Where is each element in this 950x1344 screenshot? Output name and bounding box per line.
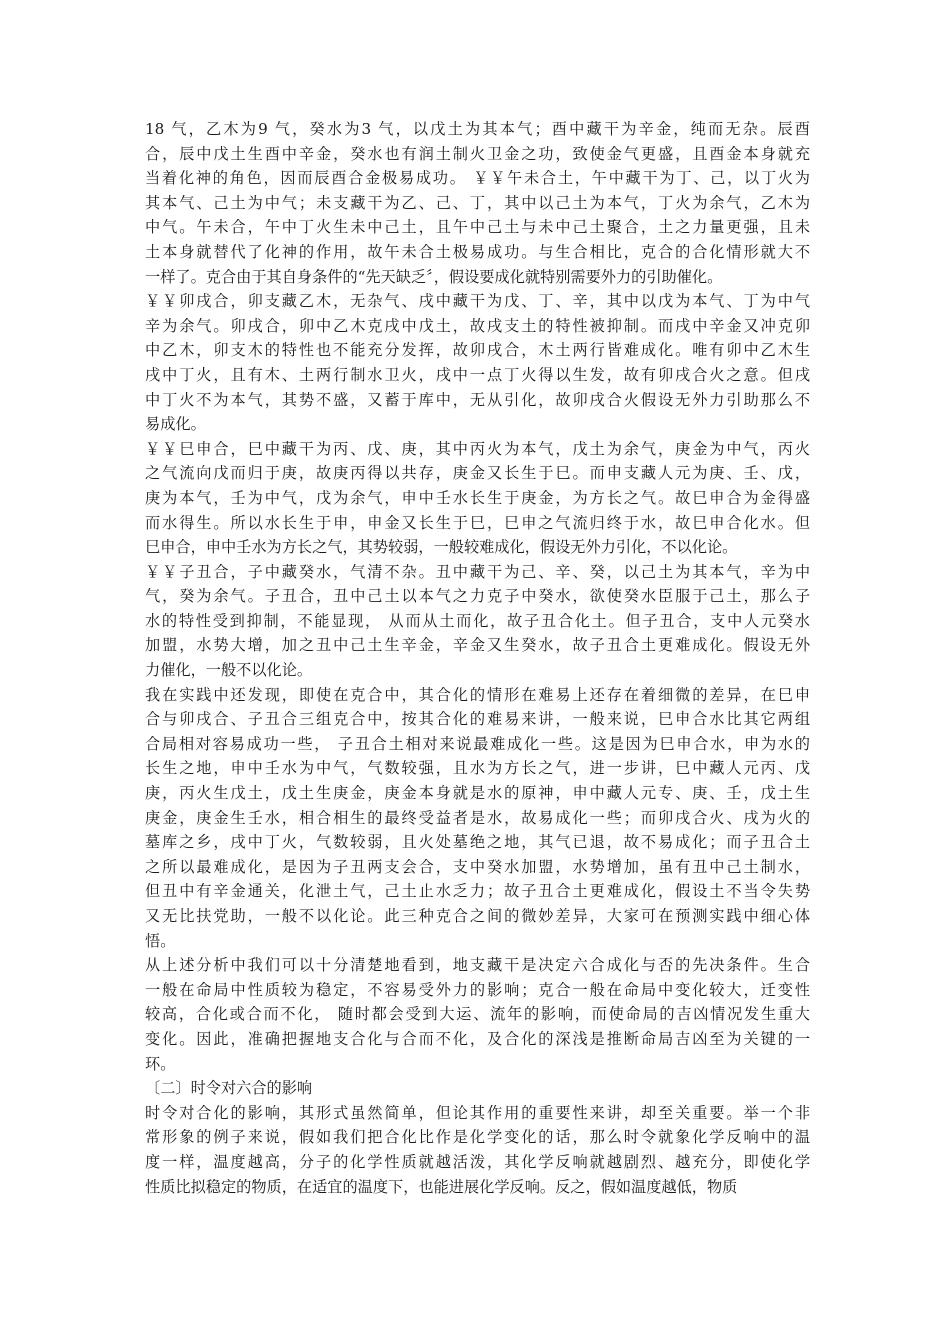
text-line: 庚，丙火生戊土，戊土生庚金，庚金本身就是水的原神，申中藏人元专、庚、壬，戊土生 <box>145 784 810 803</box>
text-line: 中气。午未合，午中丁火生未中己土，且午中己土与未中己土聚合，土之力量更强，且未 <box>145 218 810 237</box>
text-line: 从上述分析中我们可以十分清楚地看到，地支藏干是决定六合成化与否的先决条件。生合 <box>145 956 810 975</box>
text-line: 环。 <box>145 1054 176 1073</box>
paragraph <box>145 437 810 560</box>
text-line: 辛为余气。卯戌合，卯中乙木克戌中戊土，故戌支土的特性被抑制。而戌中辛金又冲克卯 <box>145 316 810 335</box>
text-line: 中乙木，卯支木的特性也不能充分发挥，故卯戌合，木土两行皆难成化。唯有卯中乙木生 <box>145 341 810 360</box>
paragraph <box>145 683 810 954</box>
text-line: 墓库之乡，戌中丁火，气数较弱，且火处墓绝之地，其气已退，故不易成化；而子丑合土 <box>145 833 810 852</box>
text-line: 力催化，一般不以化论。 <box>145 661 313 680</box>
text-line: 度一样，温度越高，分子的化学性质就越活泼，其化学反响就越剧烈、越充分，即使化学 <box>145 1152 810 1171</box>
text-line: 之所以最难成化，是因为子丑两支会合，支中癸水加盟，水势增加，虽有丑中己土制水， <box>145 857 810 876</box>
text-line: 庚金，庚金生壬水，相合相生的最终受益者是水，故易成化一些；而卯戌合火、戌为火的 <box>145 808 810 827</box>
text-line: 气，癸为余气。子丑合，丑中己土以本气之力克子中癸水，欲使癸水臣服于己土，那么子 <box>145 587 810 606</box>
text-line: 但丑中有辛金通关，化泄土气，己土止水乏力；故子丑合土更难成化，假设土不当令失势 <box>145 882 810 901</box>
text-line: 土本身就替代了化神的作用，故午未合土极易成功。与生合相比，克合的合化情形就大不 <box>145 242 810 261</box>
text-line: 变化。因此，准确把握地支合化与合而不化，及合化的深浅是推断命局吉凶至为关键的一 <box>145 1029 810 1048</box>
text-line: 其本气、己土为中气；未支藏干为乙、己、丁，其中以己土为本气，丁火为余气，乙木为 <box>145 193 810 212</box>
paragraph <box>145 1101 810 1199</box>
text-line: 合局相对容易成功一些， 子丑合土相对来说最难成化一些。这是因为巳申合水，申为水的 <box>145 734 810 753</box>
document-body <box>145 117 810 1199</box>
text-line: 长生之地，申中壬水为中气，气数较强，且水为方长之气，进一步讲，巳中藏人元丙、戊 <box>145 759 810 778</box>
text-line: 一样了。克合由于其自身条件的“先天缺乏〞，假设要成化就特别需要外力的引助催化。 <box>145 267 723 286</box>
paragraph <box>145 117 810 289</box>
text-line: ￥￥巳申合，巳中藏干为丙、戊、庚，其中丙火为本气，戊土为余气，庚金为中气，丙火 <box>145 439 810 458</box>
text-line: 常形象的例子来说，假如我们把合化比作是化学变化的话，那么时令就象化学反响中的温 <box>145 1128 810 1147</box>
paragraph <box>145 1076 810 1101</box>
text-line: 而水得生。所以水长生于申，申金又长生于巳，巳申之气流归终于水，故巳申合化水。但 <box>145 513 810 532</box>
text-line: 18 气，乙木为9 气，癸水为3 气，以戊土为其本气；酉中藏干为辛金，纯而无杂。辰酉 <box>145 120 810 138</box>
paragraph <box>145 953 810 1076</box>
text-line: 易成化。 <box>145 415 206 434</box>
text-line: 又无比扶党助，一般不以化论。此三种克合之间的微妙差异，大家可在预测实践中细心体 <box>145 907 810 925</box>
text-line: 合与卯戌合、子丑合三组克合中，按其合化的难易来讲，一般来说，巳申合水比其它两组 <box>145 710 810 729</box>
text-line: 我在实践中还发现，即使在克合中，其合化的情形在难易上还存在着细微的差异，在巳申 <box>145 685 810 704</box>
text-line: 时令对合化的影响，其形式虽然简单，但论其作用的重要性来讲，却至关重要。举一个非 <box>145 1103 810 1122</box>
text-line: 戌中丁火，且有木、土两行制水卫火，戌中一点丁火得以生发，故有卯戌合火之意。但戌 <box>145 365 810 384</box>
text-line: 之气流向戊而归于庚，故庚丙得以共存，庚金又长生于巳。而申支藏人元为庚、壬、戊， <box>145 464 810 483</box>
text-line: 加盟，水势大增，加之丑中己土生辛金，辛金又生癸水，故子丑合土更难成化。假设无外 <box>145 636 810 655</box>
text-line: 性质比拟稳定的物质，在适宜的温度下，也能进展化学反响。反之，假如温度越低，物质 <box>145 1177 738 1196</box>
text-line: 〔二〕时令对六合的影响 <box>145 1079 313 1098</box>
text-line: 巳申合，申中壬水为方长之气，其势较弱，一般较难成化，假设无外力引化，不以化论。 <box>145 538 738 557</box>
text-line: ￥￥卯戌合，卯支藏乙木，无杂气、戌中藏干为戊、丁、辛，其中以戊为本气、丁为中气 <box>145 292 810 311</box>
text-line: 当着化神的角色，因而辰酉合金极易成功。 ￥￥午未合土，午中藏干为丁、己，以丁火为 <box>145 169 810 188</box>
text-line: ￥￥子丑合，子中藏癸水，气清不杂。丑中藏干为己、辛、癸，以己土为其本气，辛为中 <box>145 562 810 581</box>
text-line: 悟。 <box>145 931 176 950</box>
text-line: 较高，合化或合而不化， 随时都会受到大运、流年的影响，而使命局的吉凶情况发生重大 <box>145 1005 810 1024</box>
text-line: 水的特性受到抑制，不能显现， 从而从土而化，故子丑合化土。但子丑合，支中人元癸水 <box>145 611 810 630</box>
text-line: 庚为本气，壬为中气，戊为余气，申中壬水长生于庚金，为方长之气。故巳申合为金得盛 <box>145 488 810 507</box>
paragraph <box>145 289 810 437</box>
text-line: 合，辰中戊土生酉中辛金，癸水也有润土制火卫金之功，致使金气更盛，且酉金本身就充 <box>145 144 810 163</box>
text-line: 中丁火不为本气，其势不盛，又蓄于库中，无从引化，故卯戌合火假设无外力引助那么不 <box>145 390 810 409</box>
paragraph <box>145 560 810 683</box>
text-line: 一般在命局中性质较为稳定，不容易受外力的影响；克合一般在命局中变化较大，迁变性 <box>145 980 810 999</box>
